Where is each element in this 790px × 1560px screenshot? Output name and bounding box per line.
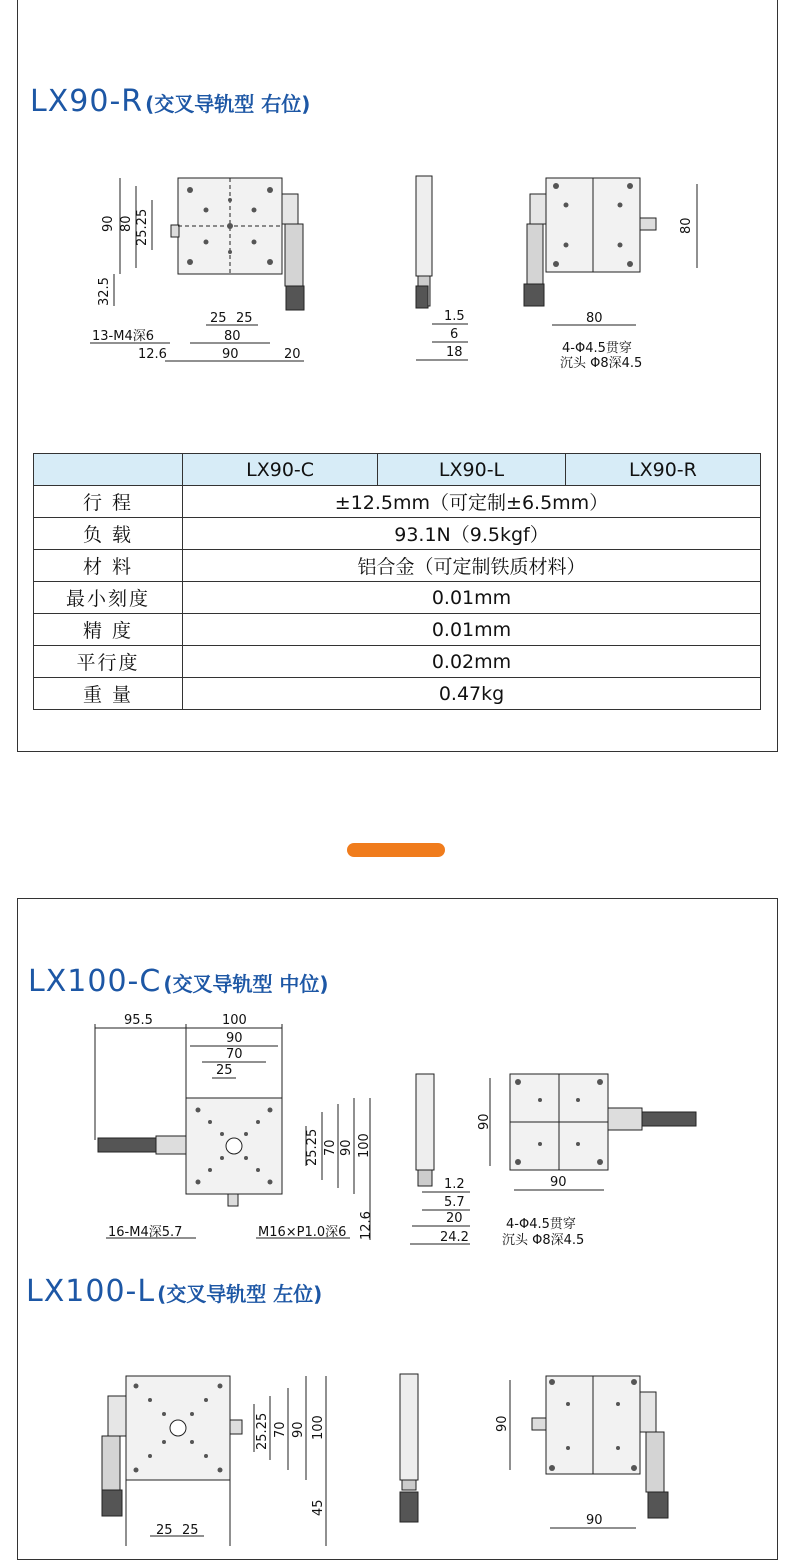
dim-80-right-vertical: 80 [679, 217, 694, 234]
dim-90-right: 90 [339, 1139, 354, 1156]
note-through-holes: 4-Φ4.5贯穿 [506, 1217, 576, 1232]
note-through-holes: 4-Φ4.5贯穿 [562, 341, 632, 356]
dim-25b: 25 [236, 311, 253, 326]
model-subtitle: (交叉导轨型 中位) [163, 972, 329, 996]
section-heading-lx90-r [30, 84, 310, 119]
note-tapped-holes: 16-M4深5.7 [108, 1225, 183, 1240]
dim-90-right: 90 [291, 1421, 306, 1438]
spec-value: 0.02mm [183, 646, 761, 678]
spec-value: 93.1N（9.5kgf） [183, 518, 761, 550]
dim-95-5: 95.5 [124, 1013, 153, 1028]
note-center-hole: M16×P1.0深6 [258, 1225, 347, 1240]
spec-row-min-scale [34, 582, 761, 614]
dim-80-bottom: 80 [224, 329, 241, 344]
spec-label: 重 量 [34, 678, 183, 710]
dim-90: 90 [101, 215, 116, 232]
dim-18: 18 [446, 345, 463, 360]
spec-row-weight [34, 678, 761, 710]
spec-header-l: LX90-L [378, 454, 566, 486]
dim-25a: 25 [210, 311, 227, 326]
model-subtitle: (交叉导轨型 左位) [157, 1282, 323, 1306]
spec-value: 0.47kg [183, 678, 761, 710]
model-name: LX90-R [30, 84, 144, 119]
model-name: LX100-C [28, 964, 162, 999]
spec-value: ±12.5mm（可定制±6.5mm） [183, 486, 761, 518]
dim-70-right: 70 [323, 1139, 338, 1156]
spec-table-header [34, 454, 761, 486]
dim-25-25: 25.25 [135, 208, 150, 246]
technical-drawing-lx90-r [0, 160, 790, 380]
spec-value: 铝合金（可定制铁质材料） [183, 550, 761, 582]
dim-24-2: 24.2 [440, 1230, 469, 1245]
spec-row-stroke [34, 486, 761, 518]
spec-header-r: LX90-R [565, 454, 760, 486]
dim-90-plan-vertical: 90 [495, 1415, 510, 1432]
dim-25a: 25 [156, 1523, 173, 1538]
spec-label: 平行度 [34, 646, 183, 678]
dim-25-top: 25 [216, 1063, 233, 1078]
dim-90-plan-horizontal: 90 [586, 1513, 603, 1528]
spec-label: 精 度 [34, 614, 183, 646]
section-heading-lx100-l [26, 1274, 322, 1309]
model-name: LX100-L [26, 1274, 156, 1309]
spec-label: 负 载 [34, 518, 183, 550]
spec-header-c: LX90-C [183, 454, 378, 486]
dim-1-2: 1.2 [444, 1177, 465, 1192]
dim-80-right-horizontal: 80 [586, 311, 603, 326]
spec-value: 0.01mm [183, 582, 761, 614]
dim-90-bottom: 90 [222, 347, 239, 362]
dim-45: 45 [311, 1499, 326, 1516]
section-divider-pill [347, 843, 445, 857]
dim-5-7: 5.7 [444, 1195, 465, 1210]
spec-row-material [34, 550, 761, 582]
note-tapped-holes: 13-M4深6 [92, 329, 154, 344]
model-subtitle: (交叉导轨型 右位) [145, 92, 311, 116]
spec-header-blank [34, 454, 183, 486]
dim-90-plan-horizontal: 90 [550, 1175, 567, 1190]
dim-90-plan-vertical: 90 [477, 1113, 492, 1130]
dim-100-right: 100 [357, 1133, 372, 1158]
spec-row-load [34, 518, 761, 550]
technical-drawing-lx100-l [0, 1360, 790, 1546]
dim-1-5: 1.5 [444, 309, 465, 324]
spec-value: 0.01mm [183, 614, 761, 646]
dim-25-25-right: 25.25 [255, 1412, 270, 1450]
dim-70-top: 70 [226, 1047, 243, 1062]
spec-label: 行 程 [34, 486, 183, 518]
dim-90-top: 90 [226, 1031, 243, 1046]
spec-row-parallelism [34, 646, 761, 678]
dim-32-5: 32.5 [97, 277, 112, 306]
spec-table [33, 453, 761, 710]
dim-100-top: 100 [222, 1013, 247, 1028]
spec-label: 最小刻度 [34, 582, 183, 614]
dim-100-right: 100 [311, 1415, 326, 1440]
dim-20: 20 [446, 1211, 463, 1226]
spec-row-precision [34, 614, 761, 646]
dim-12-6-right: 12.6 [359, 1211, 374, 1240]
dim-25b: 25 [182, 1523, 199, 1538]
dim-6: 6 [450, 327, 459, 342]
note-counterbore: 沉头 Φ8深4.5 [502, 1233, 585, 1248]
section-heading-lx100-c [28, 964, 329, 999]
dim-80: 80 [119, 215, 134, 232]
note-counterbore: 沉头 Φ8深4.5 [560, 356, 643, 371]
dim-20: 20 [284, 347, 301, 362]
dim-70-right: 70 [273, 1421, 288, 1438]
dim-25-25-right: 25.25 [305, 1128, 320, 1166]
spec-label: 材 料 [34, 550, 183, 582]
dim-12-6: 12.6 [138, 347, 167, 362]
technical-drawing-lx100-c [0, 1012, 790, 1252]
